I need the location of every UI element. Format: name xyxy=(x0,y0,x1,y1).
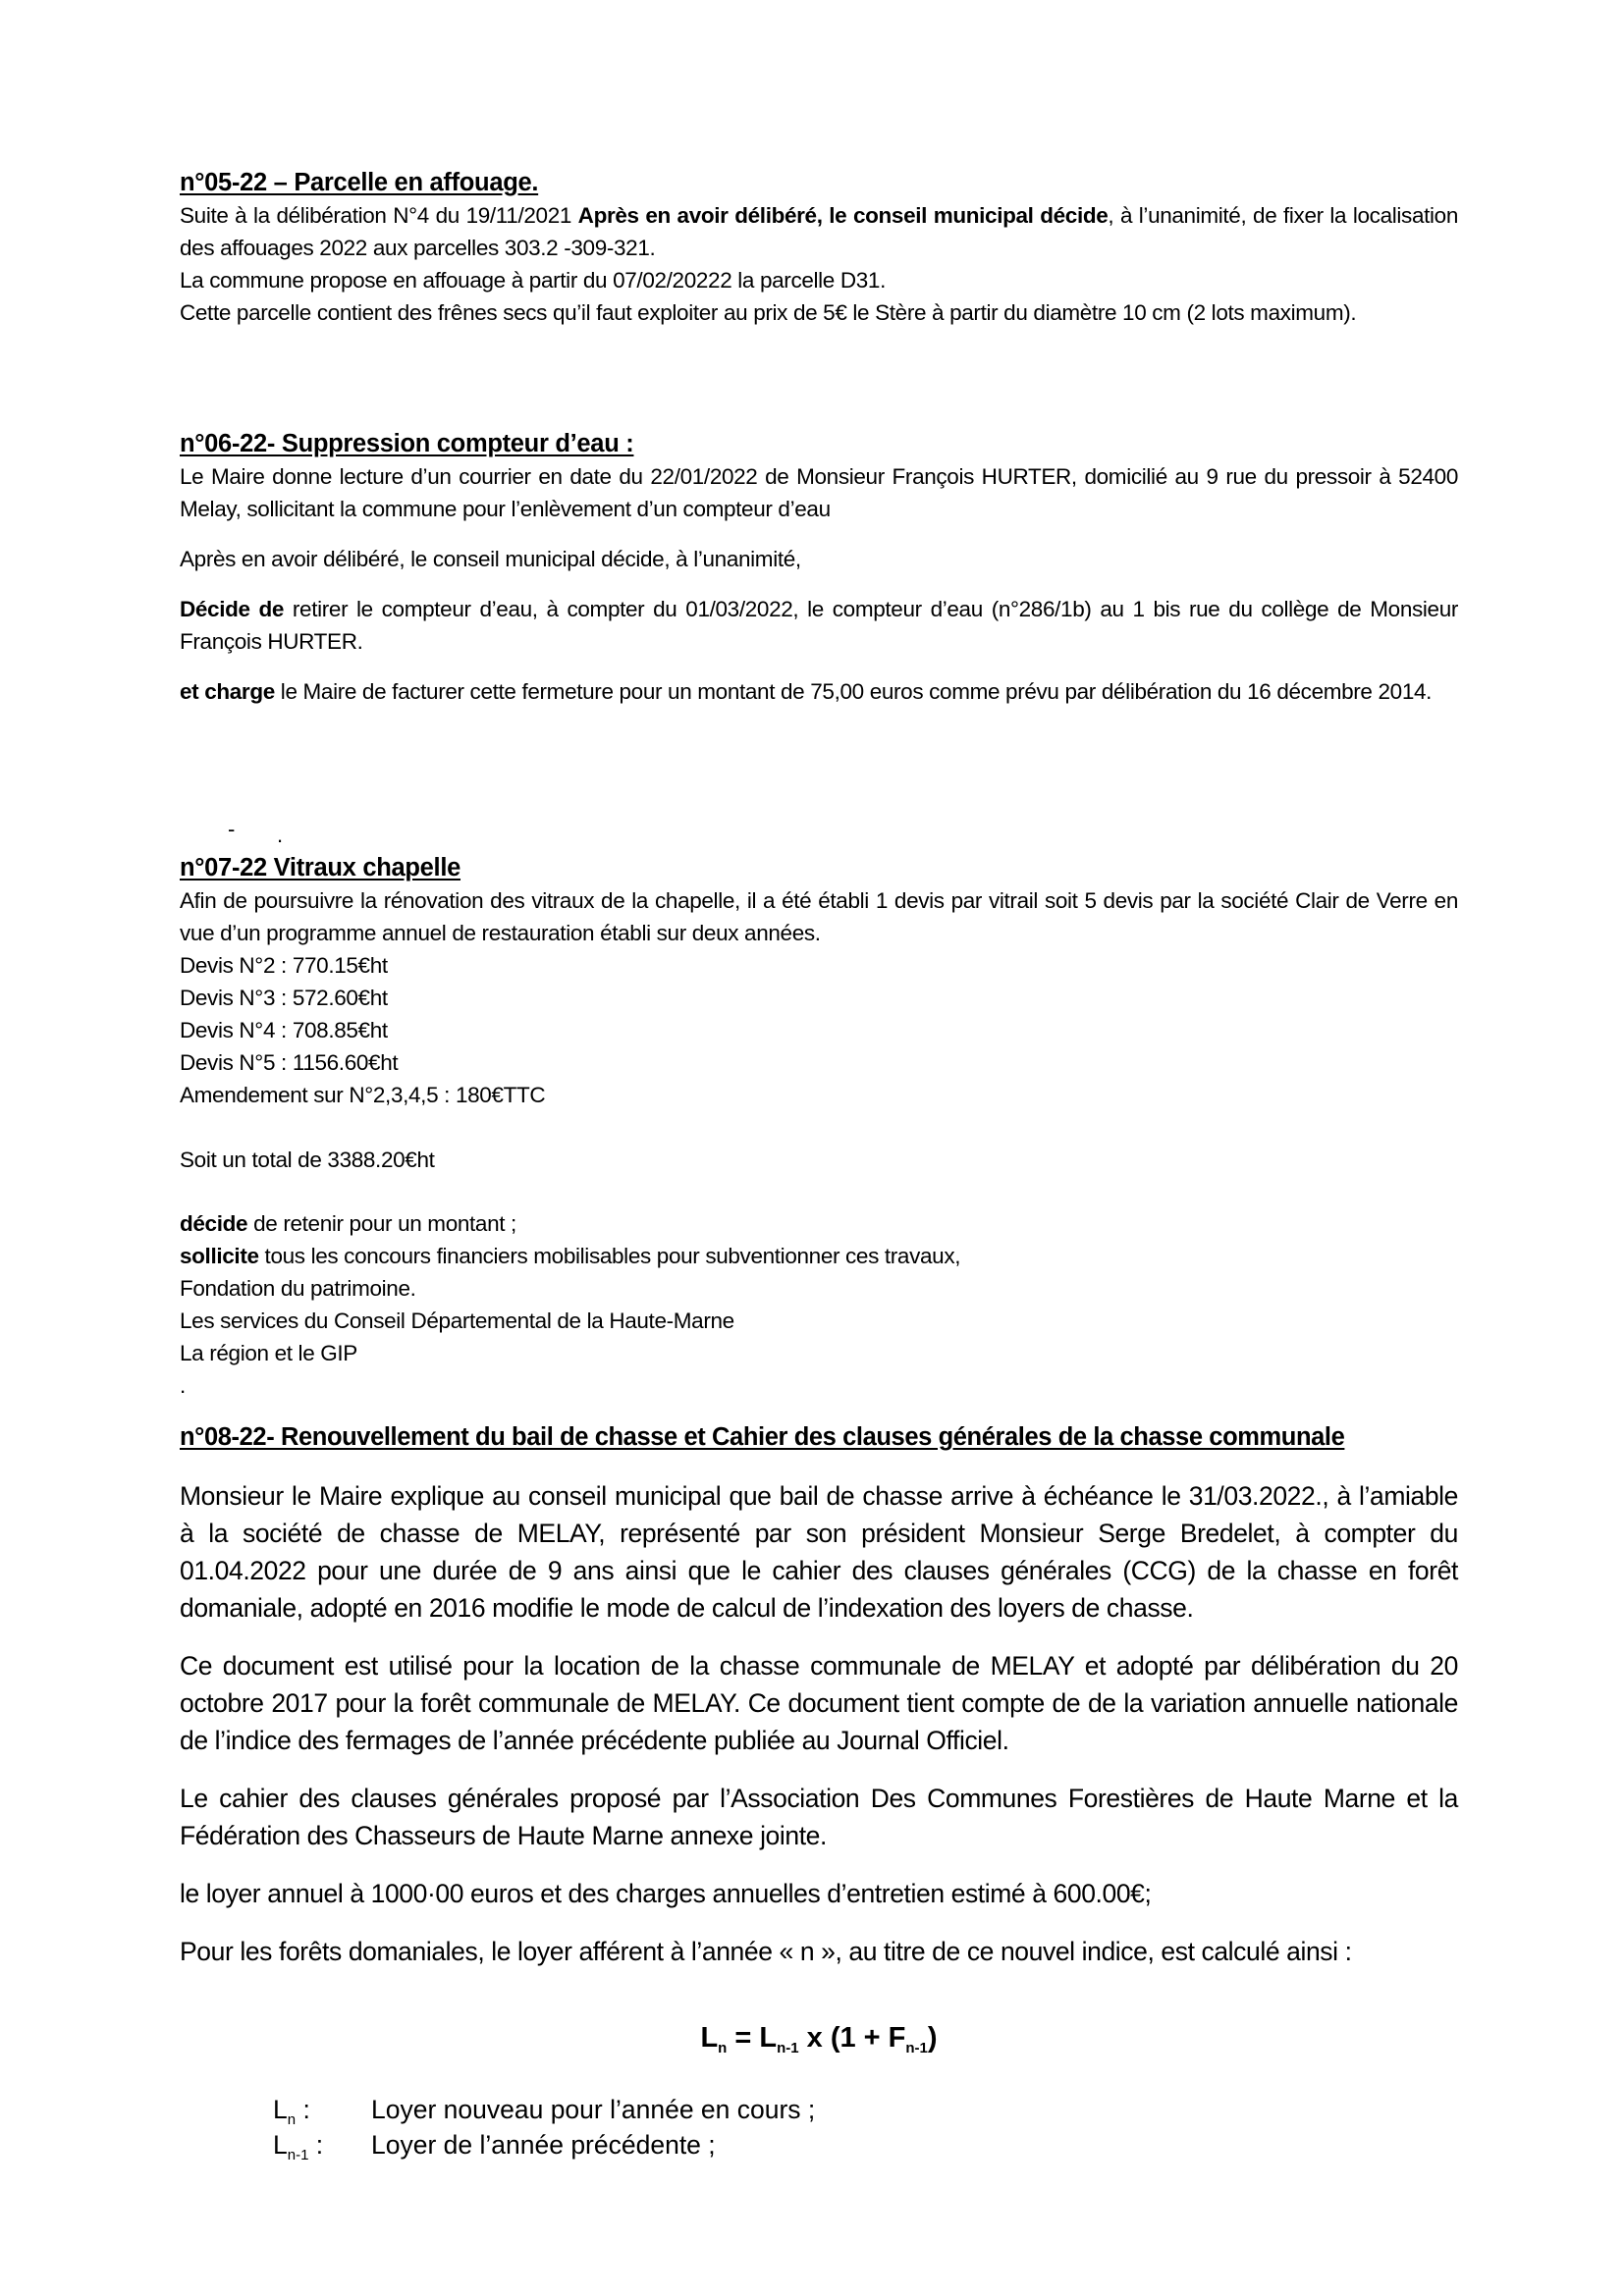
paragraph: Le Maire donne lecture d’un courrier en date du 22/01/2022 de Monsieur François HURTER, domicilié au 9 rue du pressoir à 52400 Melay, sollicitant la commune pour l’enlèvement d’un compteur d’eau xyxy=(180,464,1458,521)
devis-line: Amendement sur N°2,3,4,5 : 180€TTC xyxy=(180,1083,546,1107)
definition-symbol: $L_{n-1}$ : xyxy=(273,2130,324,2163)
section-05-22 xyxy=(180,167,1458,329)
section-title: n°08-22- Renouvellement du bail de chasse et Cahier des clauses générales de la chasse communale xyxy=(180,1423,1345,1451)
section-title: n°06-22- Suppression compteur d’eau : xyxy=(180,430,634,457)
devis-line: Devis N°4 : 708.85€ht xyxy=(180,1018,388,1042)
devis-line: Devis N°2 : 770.15€ht xyxy=(180,953,388,978)
decision-line: décide de retenir pour un montant ; xyxy=(180,1211,516,1236)
paragraph: Pour les forêts domaniales, le loyer afférent à l’année « n », au titre de ce nouvel indice, est calculé ainsi : xyxy=(180,1937,1352,1966)
paragraph: Après en avoir délibéré, le conseil municipal décide, à l’unanimité, xyxy=(180,547,801,571)
section-08-22 xyxy=(180,1421,1458,1970)
section-title: n°07-22 Vitraux chapelle xyxy=(180,854,461,881)
list-item: La région et le GIP xyxy=(180,1341,357,1365)
rent-formula: $L_n = L_{n-1}$ x $(1 + F_{n-1})$ xyxy=(700,2022,938,2056)
paragraph: La commune propose en affouage à partir du 07/02/20222 la parcelle D31. xyxy=(180,268,887,293)
definition-symbol: $L_n$ : xyxy=(273,2095,310,2128)
definition-row xyxy=(273,2126,716,2174)
paragraph: et charge le Maire de facturer cette fermeture pour un montant de 75,00 euros comme prévu par délibération du 16 décembre 2014. xyxy=(180,679,1433,704)
list-item: Les services du Conseil Départemental de la Haute-Marne xyxy=(180,1308,734,1333)
section-title: n°05-22 – Parcelle en affouage. xyxy=(180,169,539,196)
decision-line: sollicite tous les concours financiers mobilisables pour subventionner ces travaux, xyxy=(180,1244,961,1268)
definition-text: Loyer de l’année précédente ; xyxy=(371,2130,716,2160)
paragraph: Monsieur le Maire explique au conseil municipal que bail de chasse arrive à échéance le 31/03.2022., à l’amiable à la société de chasse de MELAY, représenté par son président Monsieur Serge Bredelet, à compter du 01.04.2022 pour une durée de 9 ans ainsi que le cahier des clauses générales (CCG) de la chasse en forêt domaniale, adopté en 2016 modifie le mode de calcul de l’indexation des loyers de chasse. xyxy=(180,1481,1458,1623)
paragraph: Ce document est utilisé pour la location de la chasse communale de MELAY et adopté par délibération du 20 octobre 2017 pour la forêt communale de MELAY. Ce document tient compte de de la variation annuelle nationale de l’indice des fermages de l’année précédente publiée au Journal Officiel. xyxy=(180,1651,1458,1755)
section-06-22 xyxy=(180,428,1458,708)
devis-line: Devis N°5 : 1156.60€ht xyxy=(180,1050,399,1075)
list-item: Fondation du patrimoine. xyxy=(180,1276,416,1301)
definition-text: Loyer nouveau pour l’année en cours ; xyxy=(371,2095,816,2124)
paragraph: Décide de retirer le compteur d’eau, à compter du 01/03/2022, le compteur d’eau (n°286/1b) au 1 bis rue du collège de Monsieur François HURTER. xyxy=(180,597,1459,654)
stray-dash: - xyxy=(228,817,236,841)
paragraph: Suite à la délibération N°4 du 19/11/2021 Après en avoir délibéré, le conseil municipal décide, à l’unanimité, de fixer la localisation des affouages 2022 aux parcelles 303.2 -309-321. xyxy=(180,203,1458,260)
section-07-22 xyxy=(180,852,1458,1402)
devis-line: Devis N°3 : 572.60€ht xyxy=(180,986,388,1010)
paragraph: le loyer annuel à 1000·00 euros et des charges annuelles d’entretien estimé à 600.00€; xyxy=(180,1879,1152,1908)
paragraph: Le cahier des clauses générales proposé par l’Association Des Communes Forestières de Haute Marne et la Fédération des Chasseurs de Haute Marne annexe jointe. xyxy=(180,1784,1458,1850)
paragraph: Cette parcelle contient des frênes secs qu’il faut exploiter au prix de 5€ le Stère à partir du diamètre 10 cm (2 lots maximum). xyxy=(180,300,1357,325)
total-line: Soit un total de 3388.20€ht xyxy=(180,1148,435,1172)
stray-dot: . xyxy=(277,823,284,847)
stray-dot: . xyxy=(180,1373,186,1398)
paragraph: Afin de poursuivre la rénovation des vitraux de la chapelle, il a été établi 1 devis par vitrail soit 5 devis par la société Clair de Verre en vue d’un programme annuel de restauration établi sur deux années. xyxy=(180,888,1458,945)
